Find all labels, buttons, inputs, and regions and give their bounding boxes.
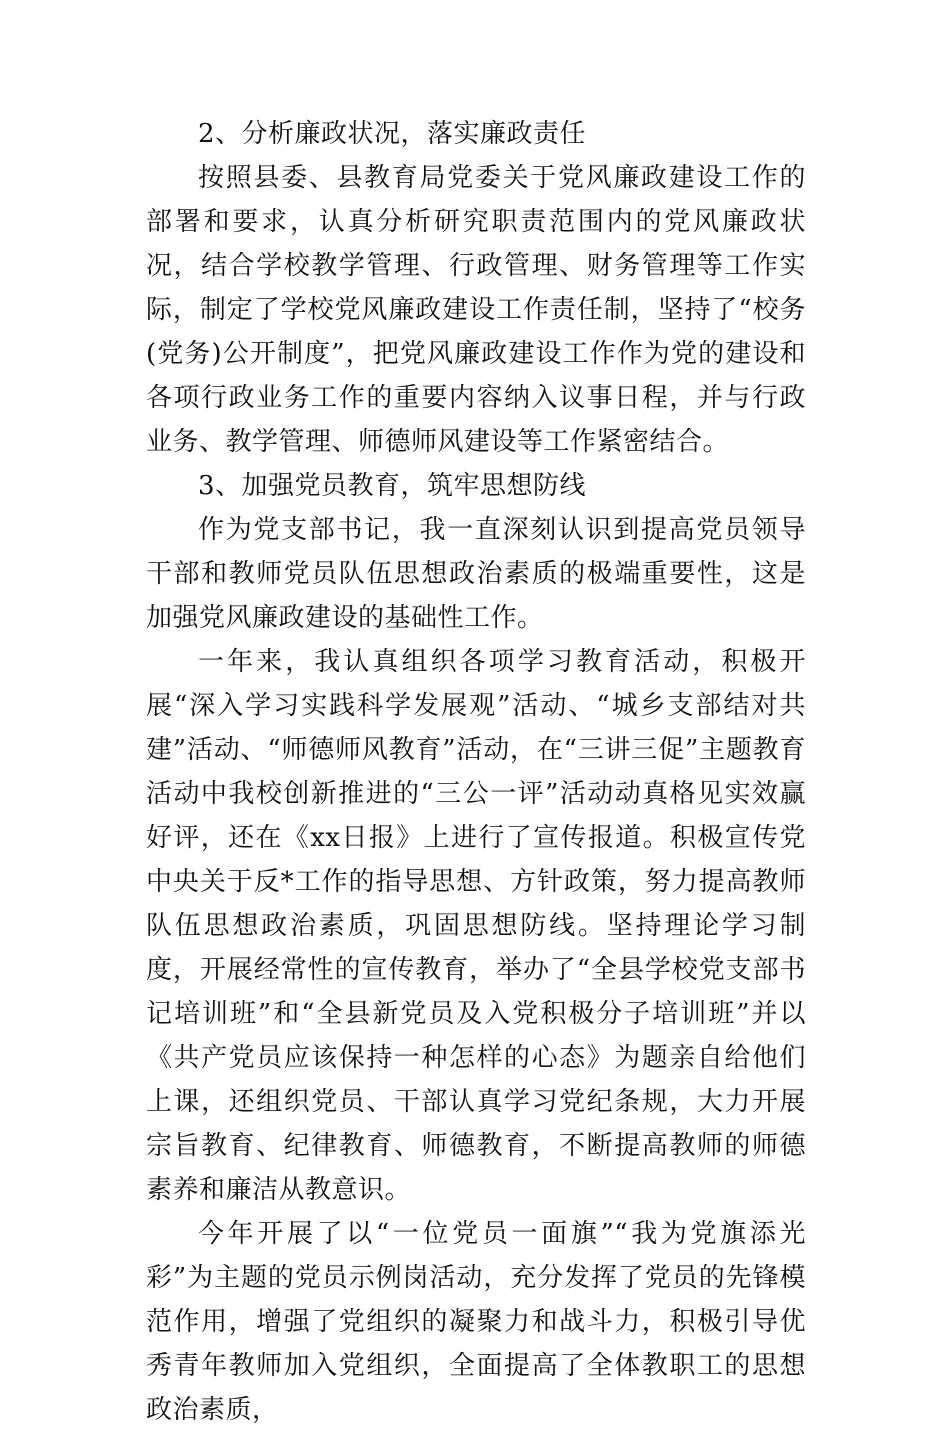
paragraph-1: 按照县委、县教育局党委关于党风廉政建设工作的部署和要求，认真分析研究职责范围内的党风廉政状况，结合学校教学管理、行政管理、财务管理等工作实际，制定了学校党风廉政建设工作责任制，坚持了“校务(党务)公开制度”，把党风廉政建设工作作为党的建设和各项行政业务工作的重要内容纳入议事日程，并与行政业务、教学管理、师德师风建设等工作紧密结合。 <box>146 163 806 457</box>
section-heading-3: 3、加强党员教育，筑牢思想防线 <box>198 471 587 501</box>
section-heading-2: 2、分析廉政状况，落实廉政责任 <box>198 119 587 149</box>
document-body <box>146 112 806 1432</box>
paragraph-2: 作为党支部书记，我一直深刻认识到提高党员领导干部和教师党员队伍思想政治素质的极端重要性，这是加强党风廉政建设的基础性工作。 <box>146 515 806 633</box>
paragraph-4: 今年开展了以“一位党员一面旗”“我为党旗添光彩”为主题的党员示例岗活动，充分发挥了党员的先锋模范作用，增强了党组织的凝聚力和战斗力，积极引导优秀青年教师加入党组织，全面提高了全体教职工的思想政治素质， <box>146 1219 806 1425</box>
paragraph-3: 一年来，我认真组织各项学习教育活动，积极开展“深入学习实践科学发展观”活动、“城乡支部结对共建”活动、“师德师风教育”活动，在“三讲三促”主题教育活动中我校创新推进的“三公一评”活动动真格见实效赢好评，还在《xx日报》上进行了宣传报道。积极宣传党中央关于反*工作的指导思想、方针政策，努力提高教师队伍思想政治素质，巩固思想防线。坚持理论学习制度，开展经常性的宣传教育，举办了“全县学校党支部书记培训班”和“全县新党员及入党积极分子培训班”并以《共产党员应该保持一种怎样的心态》为题亲自给他们上课，还组织党员、干部认真学习党纪条规，大力开展宗旨教育、纪律教育、师德教育，不断提高教师的师德素养和廉洁从教意识。 <box>146 647 806 1205</box>
